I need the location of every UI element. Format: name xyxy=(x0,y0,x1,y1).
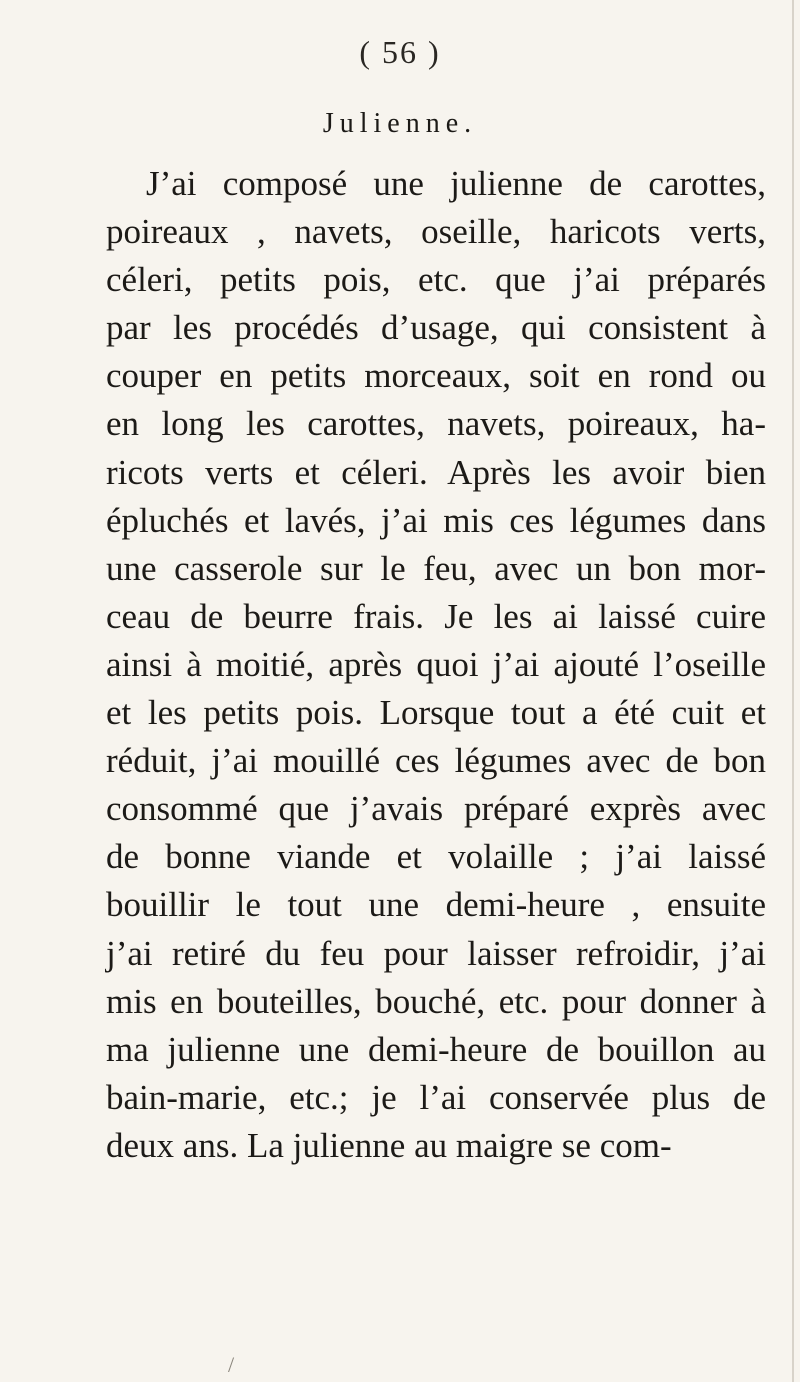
section-heading: Julienne. xyxy=(322,108,478,139)
stray-mark: / xyxy=(228,1352,235,1377)
text-line: j’ai retiré du feu pour laisser refroidir, j’ai xyxy=(106,933,766,973)
text-line: ainsi à moitié, après quoi j’ai ajouté l’oseille xyxy=(106,644,766,684)
text-line: J’ai composé une julienne de carottes, xyxy=(146,164,766,203)
body-paragraph xyxy=(106,160,766,1170)
text-line: épluchés et lavés, j’ai mis ces légumes dans xyxy=(106,500,766,540)
page-number: ( 56 ) xyxy=(359,34,441,70)
text-line: bain-marie, etc.; je l’ai conservée plus de xyxy=(106,1077,766,1117)
text-line: mis en bouteilles, bouché, etc. pour donner à xyxy=(106,981,766,1021)
page-edge xyxy=(792,0,794,1382)
text-line: deux ans. La julienne au maigre se com- xyxy=(106,1125,672,1165)
text-line: poireaux , navets, oseille, haricots verts, xyxy=(106,212,766,252)
text-line: et les petits pois. Lorsque tout a été cuit et xyxy=(106,693,766,733)
text-line: par les procédés d’usage, qui consistent à xyxy=(106,308,766,348)
text-line: en long les carottes, navets, poireaux, ha- xyxy=(106,404,766,444)
text-line: réduit, j’ai mouillé ces légumes avec de bon xyxy=(106,741,766,781)
text-line: céleri, petits pois, etc. que j’ai préparés xyxy=(106,260,766,300)
text-line: une casserole sur le feu, avec un bon mor- xyxy=(106,548,766,588)
text-line: de bonne viande et volaille ; j’ai laissé xyxy=(106,837,766,877)
text-line: ceau de beurre frais. Je les ai laissé cuire xyxy=(106,596,766,636)
text-line: bouillir le tout une demi-heure , ensuite xyxy=(106,885,766,925)
text-line: ricots verts et céleri. Après les avoir bien xyxy=(106,452,766,492)
text-line: consommé que j’avais préparé exprès avec xyxy=(106,789,766,829)
text-line: couper en petits morceaux, soit en rond ou xyxy=(106,356,766,396)
text-line: ma julienne une demi-heure de bouillon au xyxy=(106,1029,766,1069)
